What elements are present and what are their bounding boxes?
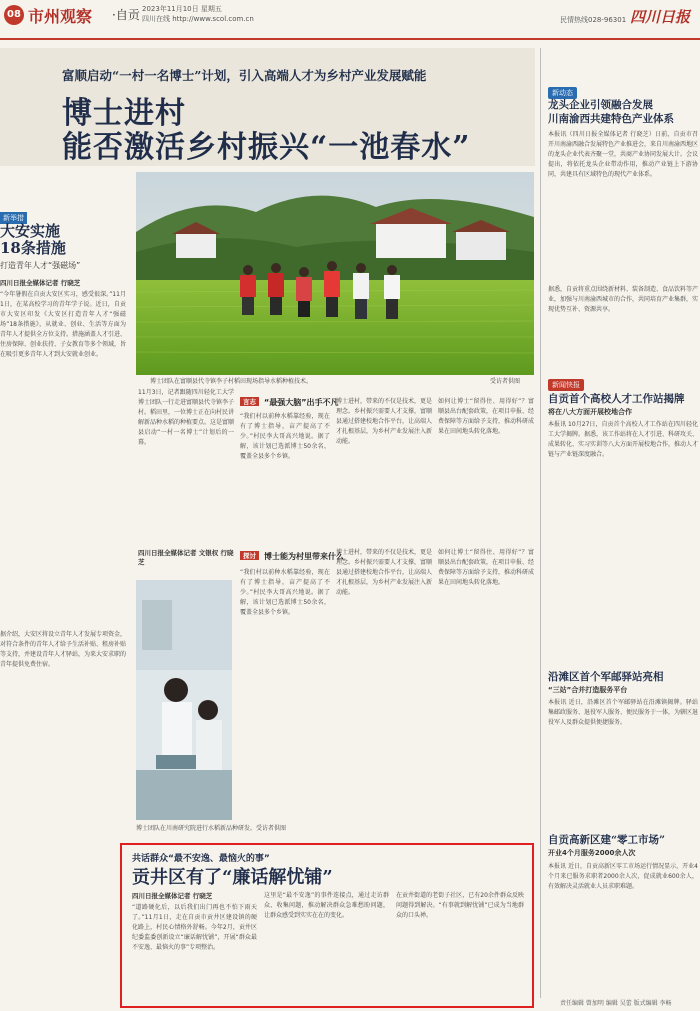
lead-body-2: “我们村以前种水稻靠经验，现在有了博士指导，亩产提高了不少。”村民李大哥高兴地说。据了解，该计划已选派博士50余名，覆盖全县多个乡镇。: [240, 413, 330, 460]
right-item1-body2: 据悉，自贡将重点围绕新材料、装备制造、食品饮料等产业，加强与川南渝西城市的合作，共同培育产业集群，实现优势互补、资源共享。: [548, 286, 698, 313]
right-item2-title: 自贡首个高校人才工作站揭牌: [548, 393, 685, 405]
right-item3-body: 本报讯 近日，沿滩区首个军邮驿站在沿滩镇揭牌。驿站集邮政服务、退役军人服务、便民服务于一体，为辖区退役军人及群众提供便捷服务。: [548, 699, 698, 726]
lead-body-7: 如何让博士“留得住、用得好”？富顺县出台配套政策，在项目申报、经费保障等方面给予支持，推动科研成果在田间地头转化落地。: [438, 549, 534, 586]
left-subtitle: 打造青年人才“强磁场”: [0, 261, 81, 270]
box-title: 贡井区有了“廉话解忧铺”: [132, 867, 333, 888]
right-item1-title2: 川南渝西共建特色产业体系: [548, 113, 674, 125]
box-body-3: 在贡井街道的老街子社区，已有20余件群众反映问题得到解决。“有事就到解忧铺”已成为当地群众的口头禅。: [396, 892, 524, 919]
page-number-badge: 08: [4, 5, 24, 25]
lead-title-line1: 博士进村: [62, 96, 186, 131]
section-title: 市州观察: [28, 7, 93, 26]
left-tag: 新举措: [0, 205, 27, 224]
issue-date: 2023年11月10日 星期五: [142, 5, 222, 13]
lead-body-3: 博士进村，带来的不仅是技术，更是理念。乡村振兴需要人才支撑，富顺县通过搭建校地合作平台，让高端人才扎根基层，为乡村产业发展注入新动能。: [336, 398, 432, 445]
right-item2-sub: 将在八大方面开展校地合作: [548, 408, 632, 416]
box-body-1: “道路硬化后，以后我们出门再也不怕下雨天了。”11月1日，走在自贡市贡井区建设镇的硬化路上，村民心情格外舒畅。今年2月，贡井区纪委监委创新设立“廉话解忧铺”，开展“群众最不安逸、最恼火的事”专项整治。: [132, 904, 257, 951]
right-item4-title: 自贡高新区建“零工市场”: [548, 834, 666, 846]
right-item3-title: 沿滩区首个军邮驿站亮相: [548, 671, 664, 683]
lead-title-line2: 能否激活乡村振兴“一池春水”: [62, 130, 471, 165]
lab-photo-caption: 博士团队在川南研究院进行水稻新品种研发。受访者供图: [136, 825, 287, 832]
right-item1-title: 龙头企业引领融合发展: [548, 99, 653, 111]
left-title-line1: 大安实施: [0, 222, 61, 240]
lead-body-5: “我们村以前种水稻靠经验，现在有了博士指导，亩产提高了不少。”村民李大哥高兴地说。据了解，该计划已选派博士50余名，覆盖全县多个乡镇。: [240, 569, 330, 616]
left-byline: 四川日报全媒体记者 行晓芝: [0, 279, 81, 287]
right-item4-sub: 开业4个月服务2000余人次: [548, 849, 636, 857]
right-section-2: 新闻快报: [548, 372, 698, 388]
lead-body-4: 如何让博士“留得住、用得好”？富顺县出台配套政策，在项目申报、经费保障等方面给予支持，推动科研成果在田间地头转化落地。: [438, 398, 534, 435]
right-item2-body: 本报讯 10月27日，自贡首个高校人才工作站在四川轻化工大学揭牌。据悉，该工作站将在人才引进、科研攻关、成果转化、实习实训等八大方面开展校地合作，推动人才链与产业链深度融合。: [548, 421, 698, 458]
boxed-story: [120, 843, 534, 1008]
lead-deck: 富顺启动“一村一名博士”计划，引入高端人才为乡村产业发展赋能: [62, 68, 427, 83]
box-byline: 四川日报全媒体记者 行晓芝: [132, 892, 213, 900]
right-item3-sub: “三站”合并打造服务平台: [548, 686, 628, 694]
section-head-1: 言志 “最强大脑”出手不凡: [240, 397, 339, 408]
lead-photo-caption: 博士团队在富顺县代寺镇李子村稻田现场指导水稻种植技术。: [150, 378, 313, 385]
left-body-2: 据介绍，大安区将设立青年人才发展专项资金，对符合条件的青年人才给予生活补贴、租房补贴等支持，并建设青年人才驿站，为来大安求职的青年提供免费住宿。: [0, 631, 126, 668]
hotline: 民情热线028-96301: [560, 16, 627, 24]
right-item1-body: 本报讯（四川日报全媒体记者 行晓芝）日前，自贡市召开川南渝西融合发展特色产业推进会，来自川南渝西地区的龙头企业代表齐聚一堂，共商产业协同发展大计。会议提出，将依托龙头企业带动作用，推动产业链上下游协同，共建具有区域特色的现代产业体系。: [548, 131, 698, 178]
right-item4-body: 本报讯 近日，自贡高新区零工市场运行情况显示，开业4个月来已服务求职者2000余人次，促成就业600余人，有效解决灵活就业人员求职难题。: [548, 863, 698, 890]
masthead: [0, 0, 700, 40]
lab-photo: [136, 580, 232, 820]
lead-body-1: 11月3日，记者跟随四川轻化工大学博士团队一行走进富顺县代寺镇李子村。稻田里，一位博士正在向村民讲解新品种水稻的种植要点。这是富顺县启动“一村一名博士”计划后的一幕。: [138, 389, 234, 446]
lead-body-6: 博士进村，带来的不仅是技术，更是理念。乡村振兴需要人才支撑，富顺县通过搭建校地合作平台，让高端人才扎根基层，为乡村产业发展注入新动能。: [336, 549, 432, 596]
rice-field-photo: [136, 172, 534, 375]
column-divider: [540, 48, 541, 998]
lead-photo-credit: 受访者供图: [490, 378, 521, 385]
page-footer: 责任编辑 曾加明 编辑 吴蕾 版式编辑 李畅: [560, 1000, 672, 1007]
section-head-2: 探讨 博士能为村里带来什么: [240, 551, 344, 562]
website: 四川在线 http://www.scol.com.cn: [142, 15, 254, 23]
right-section-1: 新动态: [548, 80, 698, 96]
left-body: “今年暑假在自贡大安区实习，感受很深。”11月1日，在某高校学习的青年学子说。近日，自贡市大安区印发《大安区打造青年人才“强磁场”18条措施》，从就业、创业、生活等方面为青年人才提供全方位支持。措施涵盖人才引进、住房保障、创业扶持、子女教育等多个领域，旨在吸引更多青年人才到大安就业创业。: [0, 291, 126, 358]
box-deck: 共话群众“最不安逸、最恼火的事”: [132, 854, 270, 864]
box-body-2: 这里是“最不安逸”的事件连接点，通过走访群众、收集问题，推动解决群众急难愁盼问题，让群众感受到实实在在的变化。: [264, 892, 389, 919]
lead-photo: [136, 172, 534, 375]
subsection-title: ·自贡: [112, 8, 140, 22]
logo: 四川日报: [630, 8, 691, 26]
lab-research-photo: [136, 580, 232, 820]
lead-byline: 四川日报全媒体记者 文银权 行晓芝: [138, 549, 234, 566]
left-title-line2: 18条措施: [0, 239, 66, 257]
